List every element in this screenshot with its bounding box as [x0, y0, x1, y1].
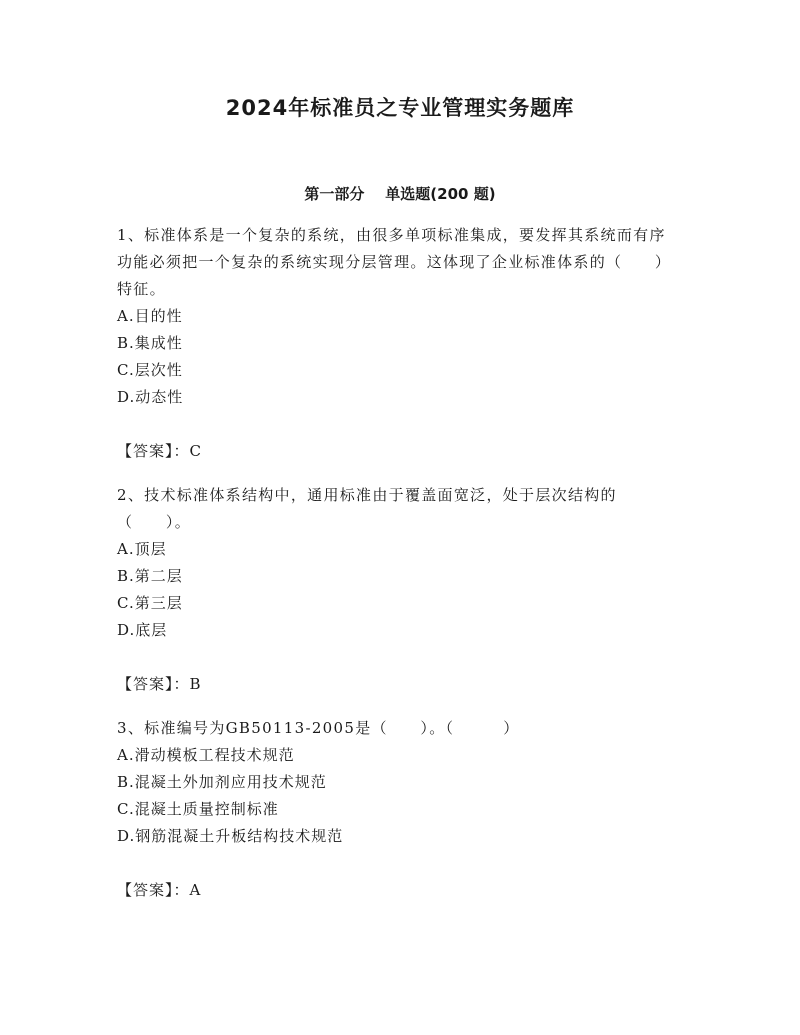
question-1	[117, 222, 682, 465]
question-stem: 3、标准编号为GB50113-2005是（ ）。（ ）	[117, 719, 520, 737]
answer-line: 【答案】：A	[117, 881, 202, 899]
option-a: A.顶层	[117, 540, 167, 558]
option-c: C.层次性	[117, 361, 183, 379]
option-b: B.第二层	[117, 567, 183, 585]
option-d: D.钢筋混凝土升板结构技术规范	[117, 827, 344, 845]
answer-line: 【答案】：B	[117, 675, 202, 693]
option-d: D.底层	[117, 621, 168, 639]
question-3	[117, 715, 682, 904]
option-a: A.目的性	[117, 307, 183, 325]
question-2	[117, 482, 682, 698]
answer-line: 【答案】：C	[117, 442, 202, 460]
section-heading: 第一部分 单选题(200 题)	[304, 185, 496, 203]
option-c: C.混凝土质量控制标准	[117, 800, 279, 818]
document-title: 2024年标准员之专业管理实务题库	[225, 96, 575, 120]
option-b: B.混凝土外加剂应用技术规范	[117, 773, 327, 791]
option-a: A.滑动模板工程技术规范	[117, 746, 295, 764]
question-list	[117, 222, 682, 921]
option-d: D.动态性	[117, 388, 184, 406]
question-stem: 2、技术标准体系结构中，通用标准由于覆盖面宽泛，处于层次结构的（ ）。	[117, 486, 617, 531]
question-stem: 1、标准体系是一个复杂的系统，由很多单项标准集成，要发挥其系统而有序功能必须把一个复杂的系统实现分层管理。这体现了企业标准体系的（ ）特征。	[117, 226, 672, 298]
option-b: B.集成性	[117, 334, 183, 352]
option-c: C.第三层	[117, 594, 183, 612]
